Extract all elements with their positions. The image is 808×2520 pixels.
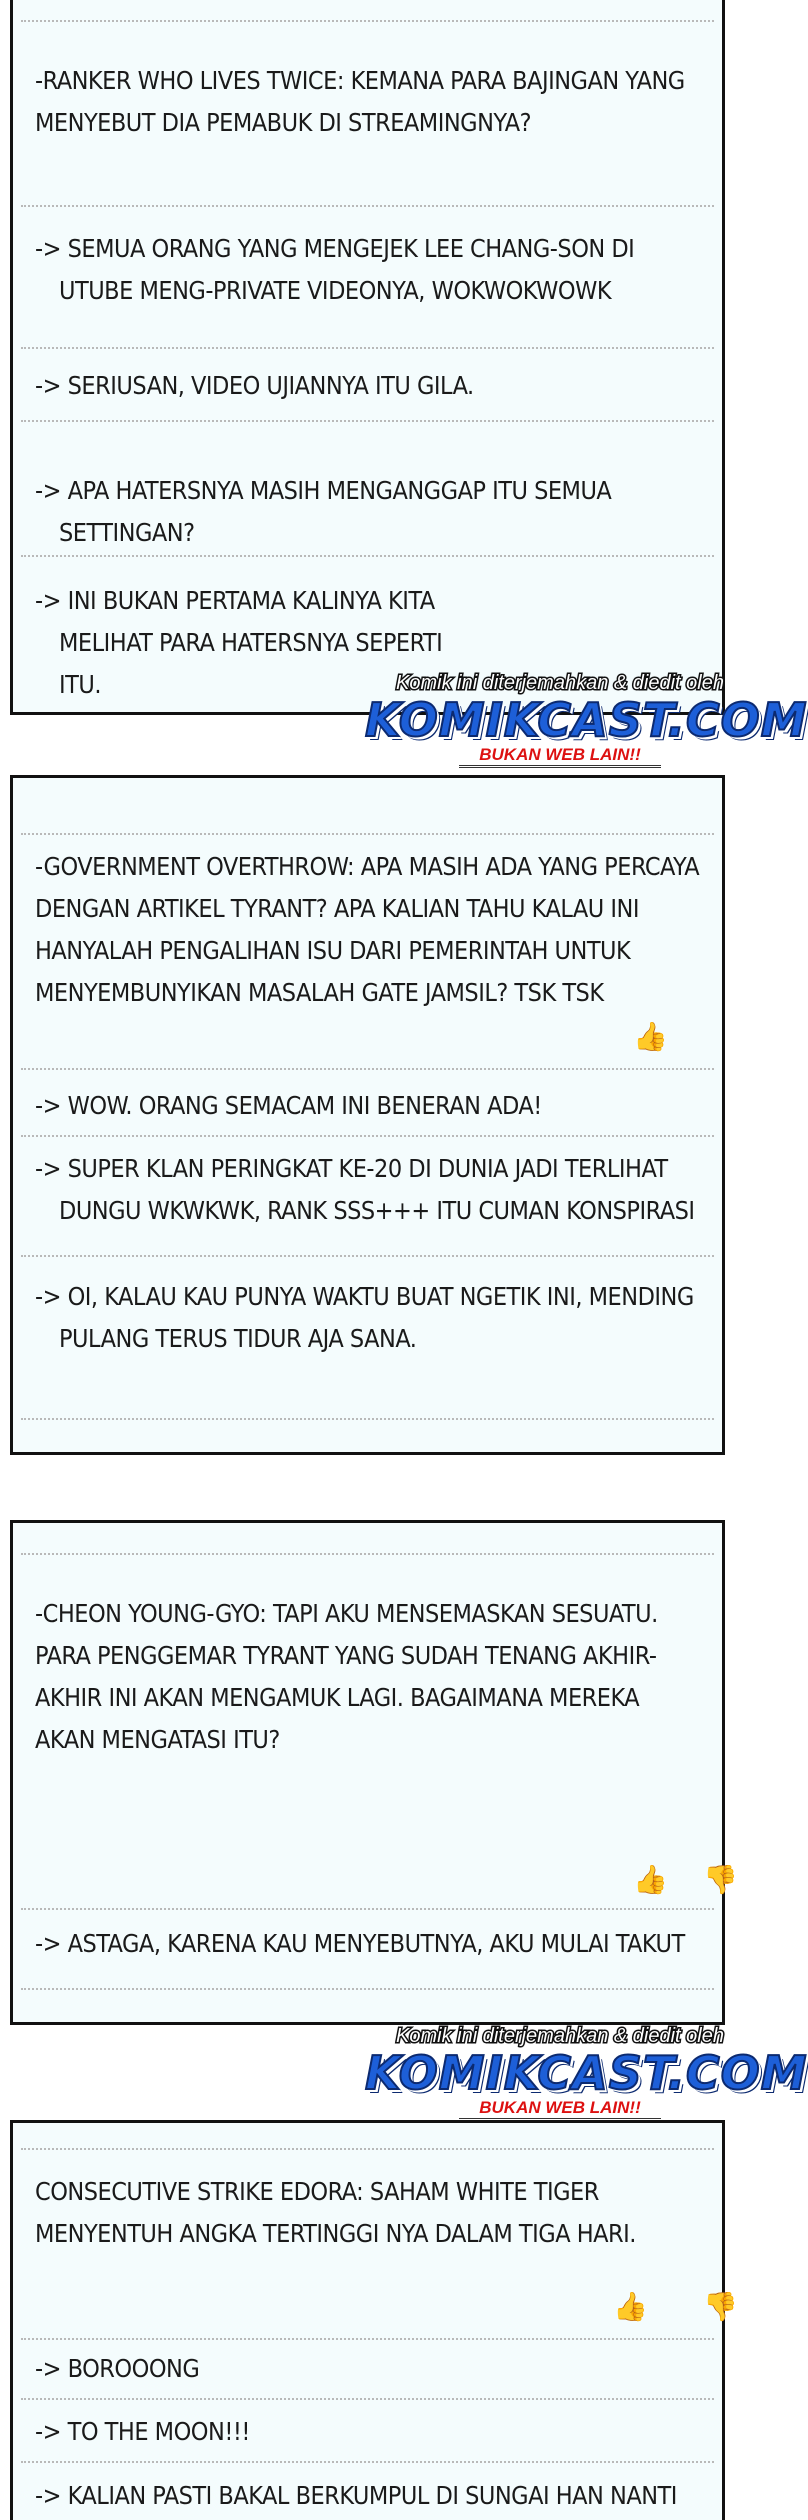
thumbs-down-icon: 👎 <box>703 1863 738 1896</box>
watermark <box>365 672 808 768</box>
comment-item <box>13 60 722 144</box>
watermark-logo: KOMIKCAST.COM <box>365 693 808 747</box>
reply-item <box>13 1276 722 1360</box>
reply-item <box>13 228 722 312</box>
divider <box>21 1988 714 1990</box>
watermark <box>365 2025 808 2121</box>
reply-item <box>13 1923 722 1965</box>
reply-text: -> ASTAGA, KARENA KAU MENYEBUTNYA, AKU MULAI TAKUT <box>35 1929 685 1958</box>
thumbs-up-icon: 👍 <box>613 2290 648 2323</box>
divider <box>21 2148 714 2150</box>
reply-text: -> WOW. ORANG SEMACAM INI BENERAN ADA! <box>35 1091 542 1120</box>
reply-text: -> OI, KALAU KAU PUNYA WAKTU BUAT NGETIK INI, MENDING PULANG TERUS TIDUR AJA SANA. <box>35 1282 694 1353</box>
reply-text: -> SEMUA ORANG YANG MENGEJEK LEE CHANG-SON DI UTUBE MENG-PRIVATE VIDEONYA, WOKWOKWOWK <box>35 234 635 305</box>
divider <box>21 2398 714 2400</box>
reply-text: -> BOROOONG <box>35 2354 200 2383</box>
reply-text: -> SERIUSAN, VIDEO UJIANNYA ITU GILA. <box>35 371 474 400</box>
divider <box>21 1553 714 1555</box>
reply-text: -> INI BUKAN PERTAMA KALINYA KITA MELIHAT PARA HATERSNYA SEPERTI ITU. <box>35 586 443 699</box>
reply-text: -> TO THE MOON!!! <box>35 2417 250 2446</box>
comment-text: -GOVERNMENT OVERTHROW: APA MASIH ADA YANG PERCAYA DENGAN ARTIKEL TYRANT? APA KALIAN TAHU KALAU INI HANYALAH PENGALIHAN ISU DARI PEMERINTAH UNTUK MENYEMBUNYIKAN MASALAH GATE JAMSIL? TSK TSK <box>35 852 700 1007</box>
reply-item <box>13 1148 722 1232</box>
reply-text: -> APA HATERSNYA MASIH MENGANGGAP ITU SEMUA SETTINGAN? <box>35 476 612 547</box>
comment-panel-1 <box>10 0 725 715</box>
watermark-credit: Komik ini diterjemahkan & diedit oleh <box>396 2025 724 2047</box>
divider <box>21 420 714 422</box>
divider <box>21 1068 714 1070</box>
divider <box>21 1135 714 1137</box>
thumbs-down-icon: 👎 <box>703 2290 738 2323</box>
reply-item <box>13 1085 722 1127</box>
comment-text: -CHEON YOUNG-GYO: TAPI AKU MENSEMASKAN SESUATU. PARA PENGGEMAR TYRANT YANG SUDAH TENANG AKHIR-AKHIR INI AKAN MENGAMUK LAGI. BAGAIMANA MEREKA AKAN MENGATASI ITU? <box>35 1599 658 1754</box>
watermark-tagline: BUKAN WEB LAIN!! <box>459 745 660 768</box>
comment-panel-4 <box>10 2120 738 2520</box>
divider <box>21 1908 714 1910</box>
divider <box>21 555 714 557</box>
comment-item <box>13 1593 722 1761</box>
divider <box>21 833 714 835</box>
divider <box>21 347 714 349</box>
reply-text: -> SUPER KLAN PERINGKAT KE-20 DI DUNIA JADI TERLIHAT DUNGU WKWKWK, RANK SSS+++ ITU CUMAN KONSPIRASI <box>35 1154 695 1225</box>
reply-item <box>13 2475 722 2517</box>
reply-item <box>13 470 722 554</box>
comment-item <box>13 846 722 1014</box>
watermark-credit: Komik ini diterjemahkan & diedit oleh <box>396 672 724 694</box>
reply-item <box>13 2348 722 2390</box>
divider <box>21 20 714 22</box>
thumbs-up-icon: 👍 <box>633 1020 668 1053</box>
reply-text: -> KALIAN PASTI BAKAL BERKUMPUL DI SUNGAI HAN NANTI <box>35 2481 677 2510</box>
reply-item <box>13 365 722 407</box>
thumbs-up-icon: 👍 <box>633 1863 668 1896</box>
watermark-tagline: BUKAN WEB LAIN!! <box>459 2098 660 2121</box>
divider <box>21 2461 714 2463</box>
divider <box>21 1418 714 1420</box>
comment-panel-2 <box>10 775 725 1455</box>
divider <box>21 2338 714 2340</box>
reply-item <box>13 2411 722 2453</box>
comment-item <box>13 2171 722 2255</box>
divider <box>21 205 714 207</box>
watermark-logo: KOMIKCAST.COM <box>365 2046 808 2100</box>
comment-panel-3 <box>10 1520 738 2025</box>
comment-text: CONSECUTIVE STRIKE EDORA: SAHAM WHITE TIGER MENYENTUH ANGKA TERTINGGI NYA DALAM TIGA HARI. <box>35 2177 636 2248</box>
comment-text: -RANKER WHO LIVES TWICE: KEMANA PARA BAJINGAN YANG MENYEBUT DIA PEMABUK DI STREAMINGNYA? <box>35 66 685 137</box>
divider <box>21 1255 714 1257</box>
